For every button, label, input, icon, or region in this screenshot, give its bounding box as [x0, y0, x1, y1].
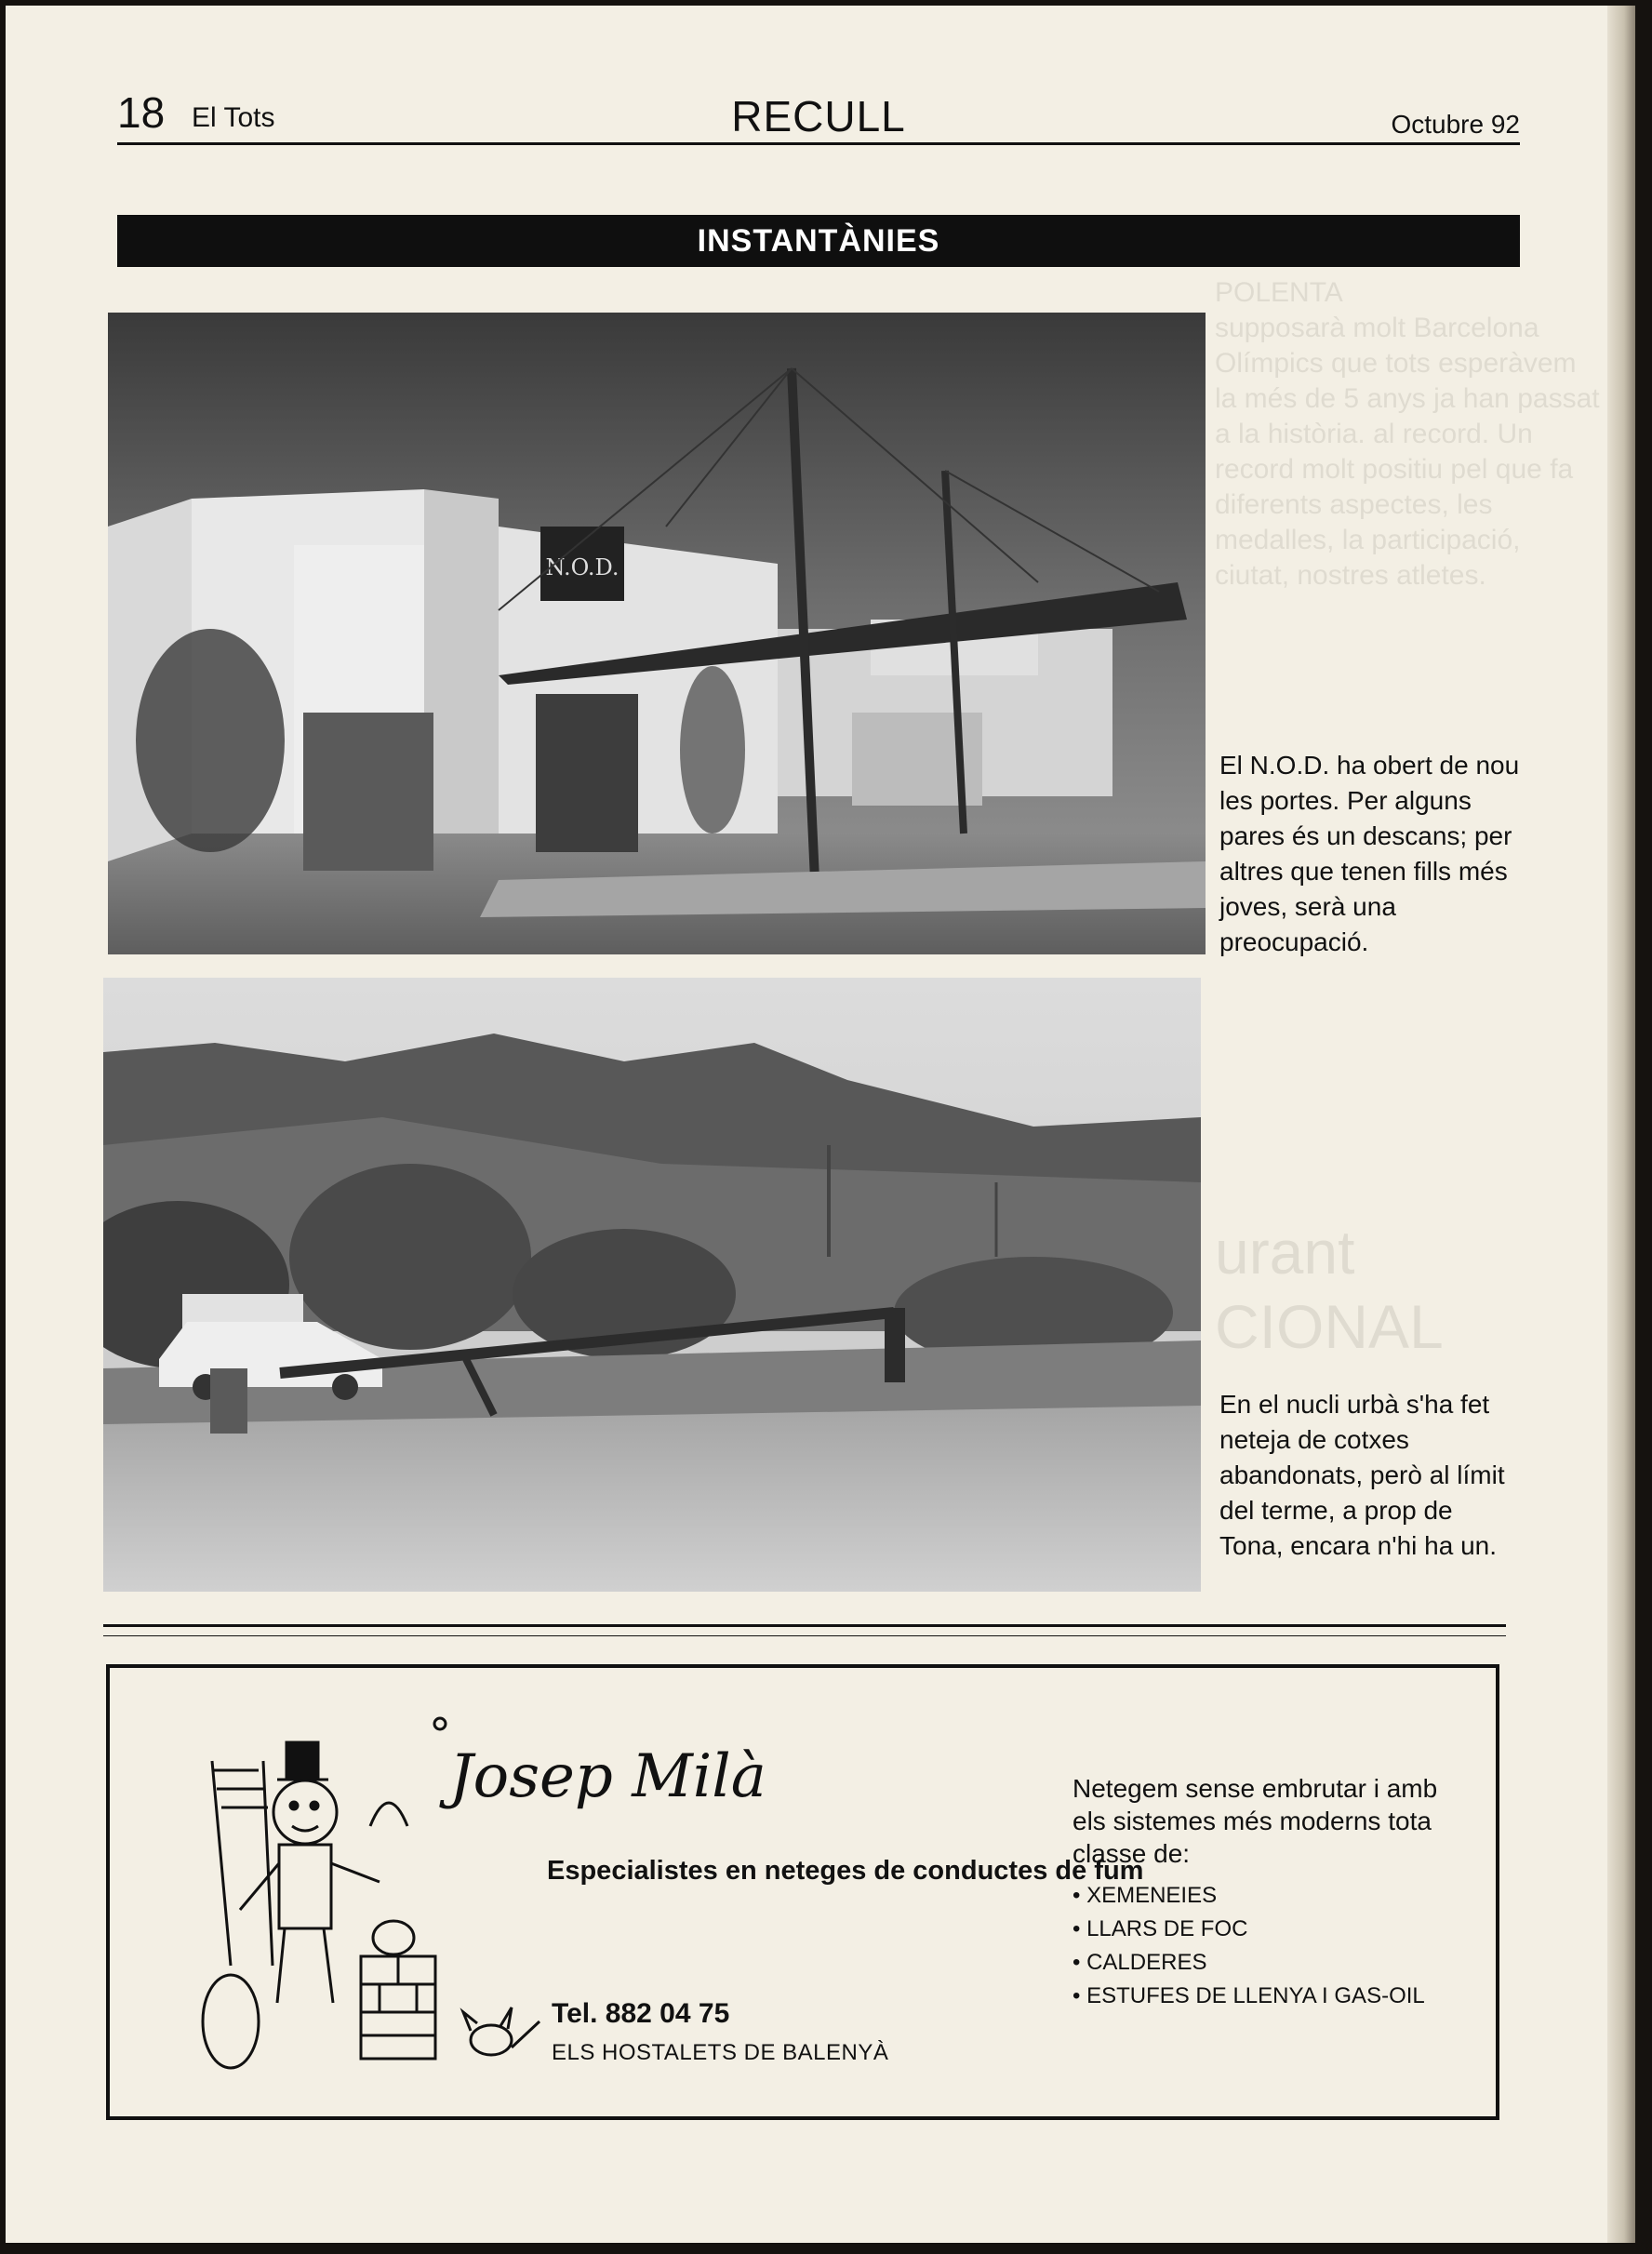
- services-list: [1072, 1879, 1463, 2013]
- photo-caption: En el nucli urbà s'ha fet neteja de cotxes abandonats, però al límit del terme, a prop de Tona, encara n'hi ha un.: [1219, 1390, 1505, 1560]
- advertiser-name: Josep Milà: [449, 1742, 766, 1811]
- list-item: • ESTUFES DE LLENYA I GAS-OIL: [1072, 1980, 1463, 2013]
- section-bar: INSTANTÀNIES: [117, 215, 1520, 267]
- issue-date: Octubre 92: [1391, 110, 1520, 139]
- section-title: RECULL: [731, 92, 906, 140]
- photo-abandoned-car: [103, 978, 1201, 1592]
- page-header: [117, 87, 1520, 143]
- advertiser-phone: Tel. 882 04 75: [552, 1998, 730, 2029]
- advertiser-location: ELS HOSTALETS DE BALENYÀ: [552, 2040, 889, 2065]
- bleed-through: urant CIONAL: [1215, 1218, 1444, 1361]
- divider-rule: [103, 1635, 1506, 1636]
- services-intro: Netegem sense embrutar i amb els sistemes més moderns tota classe de:: [1072, 1774, 1438, 1868]
- list-item: • LLARS DE FOC: [1072, 1913, 1463, 1946]
- list-item: • CALDERES: [1072, 1946, 1463, 1980]
- photo-nod-building: [108, 313, 1206, 954]
- photo-caption: El N.O.D. ha obert de nou les portes. Per alguns pares és un descans; per altres que tenen fills més joves, serà una preocupació.: [1219, 751, 1520, 956]
- advertiser-specialty: Especialistes en neteges de conductes de fum: [547, 1856, 1144, 1886]
- chimney-sweep-ad: [106, 1664, 1499, 2120]
- header-rule: [117, 142, 1520, 145]
- magazine-page: [6, 6, 1635, 2243]
- page-number: 18: [117, 88, 166, 137]
- ad-services: [1072, 1772, 1463, 2013]
- list-item: • XEMENEIES: [1072, 1879, 1463, 1913]
- publication-name: El Tots: [192, 102, 275, 133]
- bleed-through: POLENTA supposarà molt Barcelona Olímpics que tots esperàvem la més de 5 anys ja han passat a la història. al record. Un record molt positiu pel que fa diferents aspectes, les medalles, la participació, ciutat, nostres atletes.: [1215, 277, 1600, 591]
- page-binding: [1607, 6, 1635, 2243]
- divider-rule: [103, 1624, 1506, 1627]
- nod-sign: N.O.D.: [545, 554, 620, 580]
